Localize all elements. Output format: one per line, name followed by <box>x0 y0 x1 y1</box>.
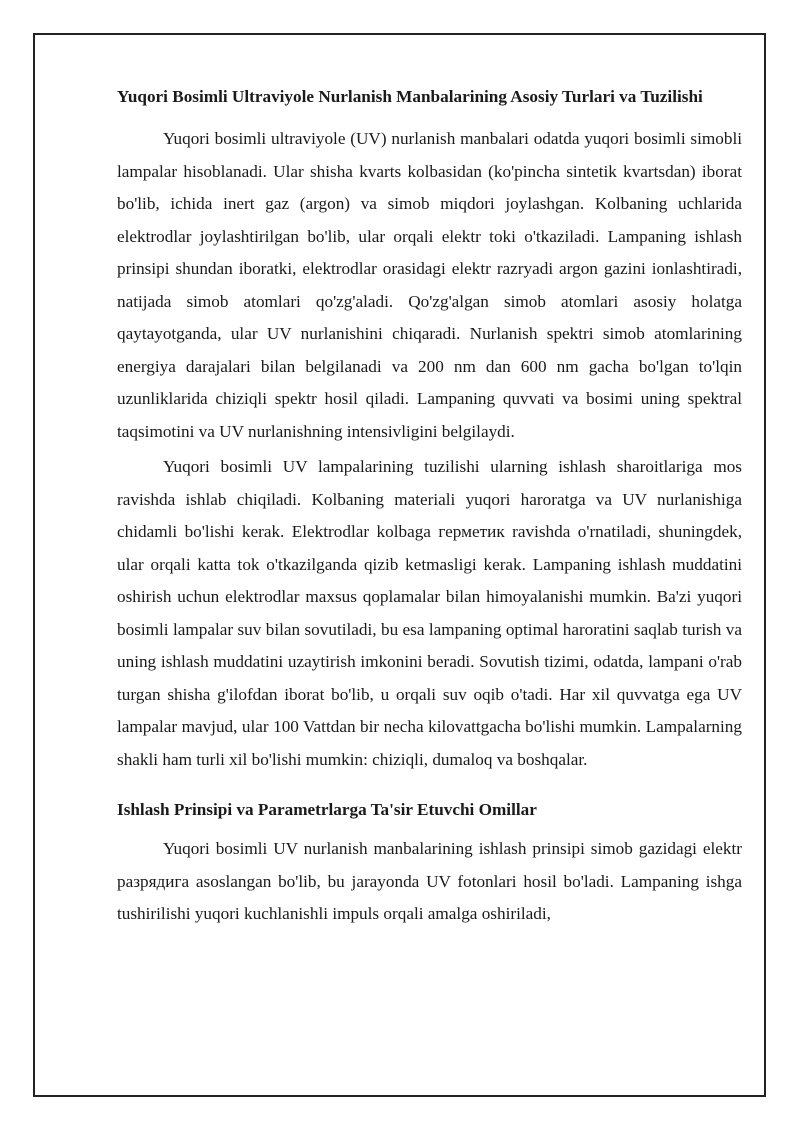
section-heading-2: Ishlash Prinsipi va Parametrlarga Ta'sir Etuvchi Omillar <box>117 800 537 819</box>
document-body <box>117 86 742 931</box>
paragraph-1: Yuqori bosimli ultraviyole (UV) nurlanish manbalari odatda yuqori bosimli simobli lampalar hisoblanadi. Ular shisha kvarts kolbasidan (ko'pincha sintetik kvartsdan) iborat bo'lib, ichida inert gaz (argon) va simob miqdori joylashgan. Kolbaning uchlarida elektrodlar joylashtirilgan bo'lib, ular orqali elektr toki o'tkaziladi. Lampaning ishlash prinsipi shundan iboratki, elektrodlar orasidagi elektr razryadi argon gazini ionlashtiradi, natijada simob atomlari qo'zg'aladi. Qo'zg'algan simob atomlari asosiy holatga qaytayotganda, ular UV nurlanishini chiqaradi. Nurlanish spektri simob atomlarining energiya darajalari bilan belgilanadi va 200 nm dan 600 nm gacha bo'lgan to'lqin uzunliklarida chiziqli spektr hosil qiladi. Lampaning quvvati va bosimi uning spektral taqsimotini va UV nurlanishning intensivligini belgilaydi. <box>117 129 742 441</box>
paragraph-3: Yuqori bosimli UV nurlanish manbalarining ishlash prinsipi simob gazidagi elektr разрядига asoslangan bo'lib, bu jarayonda UV fotonlari hosil bo'ladi. Lampaning ishga tushirilishi yuqori kuchlanishli impuls orqali amalga oshiriladi, <box>117 839 742 923</box>
paragraph-2: Yuqori bosimli UV lampalarining tuzilishi ularning ishlash sharoitlariga mos ravishda ishlab chiqiladi. Kolbaning materiali yuqori haroratga va UV nurlanishiga chidamli bo'lishi kerak. Elektrodlar kolbaga герметик ravishda o'rnatiladi, shuningdek, ular orqali katta tok o'tkazilganda qizib ketmasligi kerak. Lampaning ishlash muddatini oshirish uchun elektrodlar maxsus qoplamalar bilan himoyalanishi mumkin. Ba'zi yuqori bosimli lampalar suv bilan sovutiladi, bu esa lampaning optimal haroratini saqlab turish va uning ishlash muddatini uzaytirish imkonini beradi. Sovutish tizimi, odatda, lampani o'rab turgan shisha g'ilofdan iborat bo'lib, u orqali suv oqib o'tadi. Har xil quvvatga ega UV lampalar mavjud, ular 100 Vattdan bir necha kilovattgacha bo'lishi mumkin. Lampalarning shakli ham turli xil bo'lishi mumkin: chiziqli, dumaloq va boshqalar. <box>117 457 742 769</box>
section-heading-1: Yuqori Bosimli Ultraviyole Nurlanish Manbalarining Asosiy Turlari va Tuzilishi <box>117 87 703 106</box>
